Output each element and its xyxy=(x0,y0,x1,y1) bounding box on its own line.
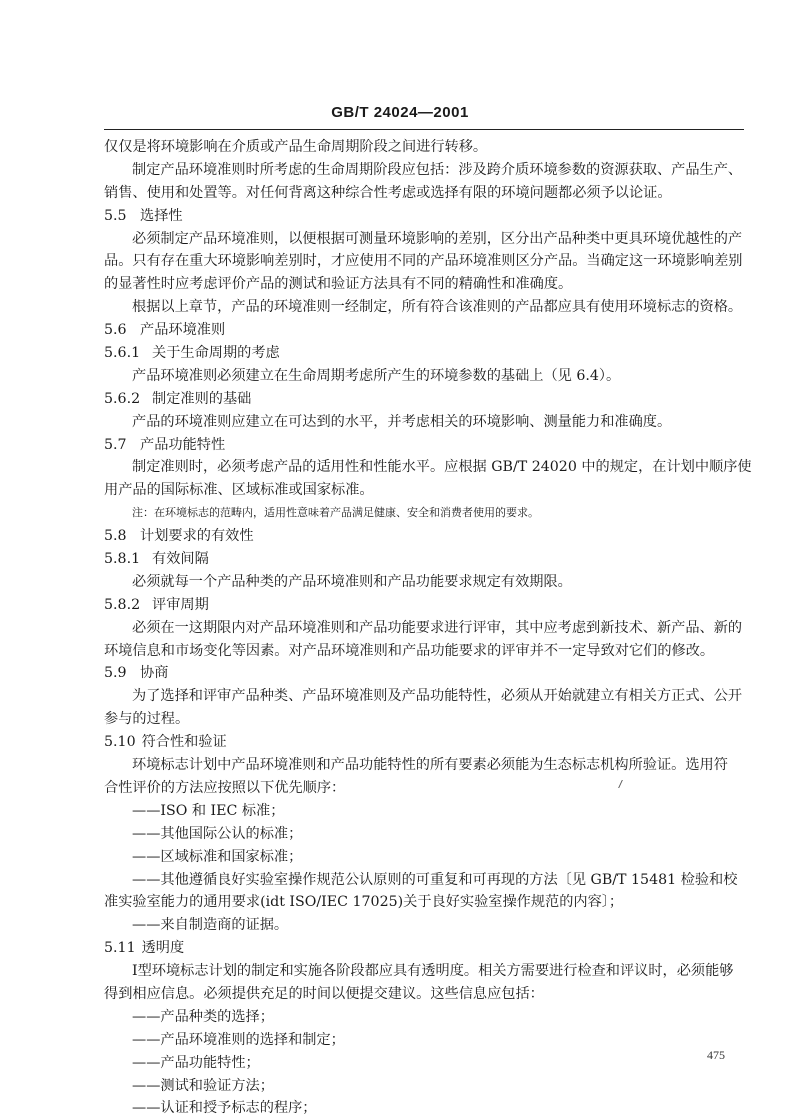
text-line: 环境信息和市场变化等因素。对产品环境准则和产品功能要求的评审并不一定导致对它们的修改。 xyxy=(104,642,715,659)
section-heading xyxy=(104,937,744,960)
text-line: ——区域标准和国家标准； xyxy=(132,848,303,865)
text-line: 制定准则时，必须考虑产品的适用性和性能水平。应根据 GB/T 24020 中的规定，在计划中顺序使 xyxy=(132,459,752,476)
section-number: 5.8.2 xyxy=(104,596,141,613)
section-title: 透明度 xyxy=(141,940,185,957)
section-title: 选择性 xyxy=(140,207,183,224)
section-heading xyxy=(104,319,744,342)
text-line: ——产品种类的选择； xyxy=(132,1008,274,1025)
text-line: 必须在一这期限内对产品环境准则和产品功能要求进行评审，其中应考虑到新技术、新产品、新的 xyxy=(132,619,743,636)
text-line: ——其他遵循良好实验室操作规范公认原则的可重复和可再现的方法〔见 GB/T 15481 检验和校 xyxy=(132,871,738,888)
section-number: 5.8.1 xyxy=(104,551,141,568)
header-rule xyxy=(104,129,744,130)
text-line: 根据以上章节，产品的环境准则一经制定，所有符合该准则的产品都应具有使用环境标志的资格。 xyxy=(132,299,743,316)
section-heading xyxy=(104,731,744,754)
section-title: 产品功能特性 xyxy=(140,436,226,453)
text-line: 销售、使用和处置等。对任何背离这种综合性考虑或选择有限的环境问题都必须予以论证。 xyxy=(104,184,672,201)
body-text xyxy=(104,136,752,1120)
section-title: 符合性和验证 xyxy=(141,734,227,751)
section-title: 制定准则的基础 xyxy=(152,390,252,407)
text-line: 必须制定产品环境准则，以便根据可测量环境影响的差别，区分出产品种类中更具环境优越性的产 xyxy=(132,230,743,247)
standard-header: GB/T 24024—2001 xyxy=(331,104,469,121)
text-line: 参与的过程。 xyxy=(104,711,190,728)
text-line: ——其他国际公认的标准； xyxy=(132,825,303,842)
text-line: 的显著性时应考虑评价产品的测试和验证方法具有不同的精确性和准确度。 xyxy=(104,276,573,293)
section-title: 有效间隔 xyxy=(152,551,209,568)
text-line: 用产品的国际标准、区域标准或国家标准。 xyxy=(104,482,374,499)
section-number: 5.9 xyxy=(104,665,127,682)
text-line: 为了选择和评审产品种类、产品环境准则及产品功能特性，必须从开始就建立有相关方正式、公开 xyxy=(132,688,743,705)
section-number: 5.11 xyxy=(104,940,136,957)
text-line: 合性评价的方法应按照以下优先顺序： xyxy=(104,779,346,796)
section-heading xyxy=(104,525,744,548)
section-title: 产品环境准则 xyxy=(140,322,226,339)
section-number: 5.8 xyxy=(104,528,127,545)
subsection-heading xyxy=(104,548,744,571)
text-line: ——来自制造商的证据。 xyxy=(132,917,289,934)
section-number: 5.6.1 xyxy=(104,345,141,362)
section-title: 协商 xyxy=(140,665,169,682)
text-line: ——产品功能特性； xyxy=(132,1054,260,1071)
section-number: 5.6 xyxy=(104,322,127,339)
text-line: 品。只有存在重大环境影响差别时，才应使用不同的产品环境准则区分产品。当确定这一环境影响差别 xyxy=(104,253,743,270)
section-title: 关于生命周期的考虑 xyxy=(152,345,280,362)
section-number: 5.6.2 xyxy=(104,390,141,407)
note-line: 注：在环境标志的范畴内，适用性意味着产品满足健康、安全和消费者使用的要求。 xyxy=(132,506,539,520)
subsection-heading xyxy=(104,342,744,365)
subsection-heading xyxy=(104,594,744,617)
text-line: 产品环境准则必须建立在生命周期考虑所产生的环境参数的基础上（见 6.4）。 xyxy=(132,367,621,384)
text-line: ——认证和授予标志的程序； xyxy=(132,1100,317,1117)
text-line: Ⅰ型环境标志计划的制定和实施各阶段都应具有透明度。相关方需要进行检查和评议时，必须能够 xyxy=(132,963,734,980)
text-line: 得到相应信息。必须提供充足的时间以便提交建议。这些信息应包括： xyxy=(104,985,544,1002)
text-line: 必须就每一个产品种类的产品环境准则和产品功能要求规定有效期限。 xyxy=(132,573,572,590)
text-line: 制定产品环境准则时所考虑的生命周期阶段应包括：涉及跨介质环境参数的资源获取、产品生产、 xyxy=(132,161,743,178)
text-line: ——ISO 和 IEC 标准； xyxy=(132,802,285,819)
text-line: ——产品环境准则的选择和制定； xyxy=(132,1031,345,1048)
section-number: 5.5 xyxy=(104,207,127,224)
section-heading xyxy=(104,662,744,685)
text-line: 准实验室能力的通用要求(idt ISO/IEC 17025)关于良好实验室操作规范的内容〕； xyxy=(104,894,624,911)
subsection-heading xyxy=(104,388,744,411)
section-number: 5.7 xyxy=(104,436,127,453)
page-number: 475 xyxy=(707,1048,725,1062)
section-title: 计划要求的有效性 xyxy=(140,528,254,545)
text-line: 仅仅是将环境影响在介质或产品生命周期阶段之间进行转移。 xyxy=(104,139,488,155)
section-title: 评审周期 xyxy=(152,596,209,613)
text-line: ——测试和验证方法； xyxy=(132,1077,274,1094)
text-line: 环境标志计划中产品环境准则和产品功能特性的所有要素必须能为生态标志机构所验证。选用符 xyxy=(132,757,728,774)
section-heading xyxy=(104,205,744,228)
section-heading xyxy=(104,434,744,457)
section-number: 5.10 xyxy=(104,734,136,751)
text-line: 产品的环境准则应建立在可达到的水平，并考虑相关的环境影响、测量能力和准确度。 xyxy=(132,413,672,430)
